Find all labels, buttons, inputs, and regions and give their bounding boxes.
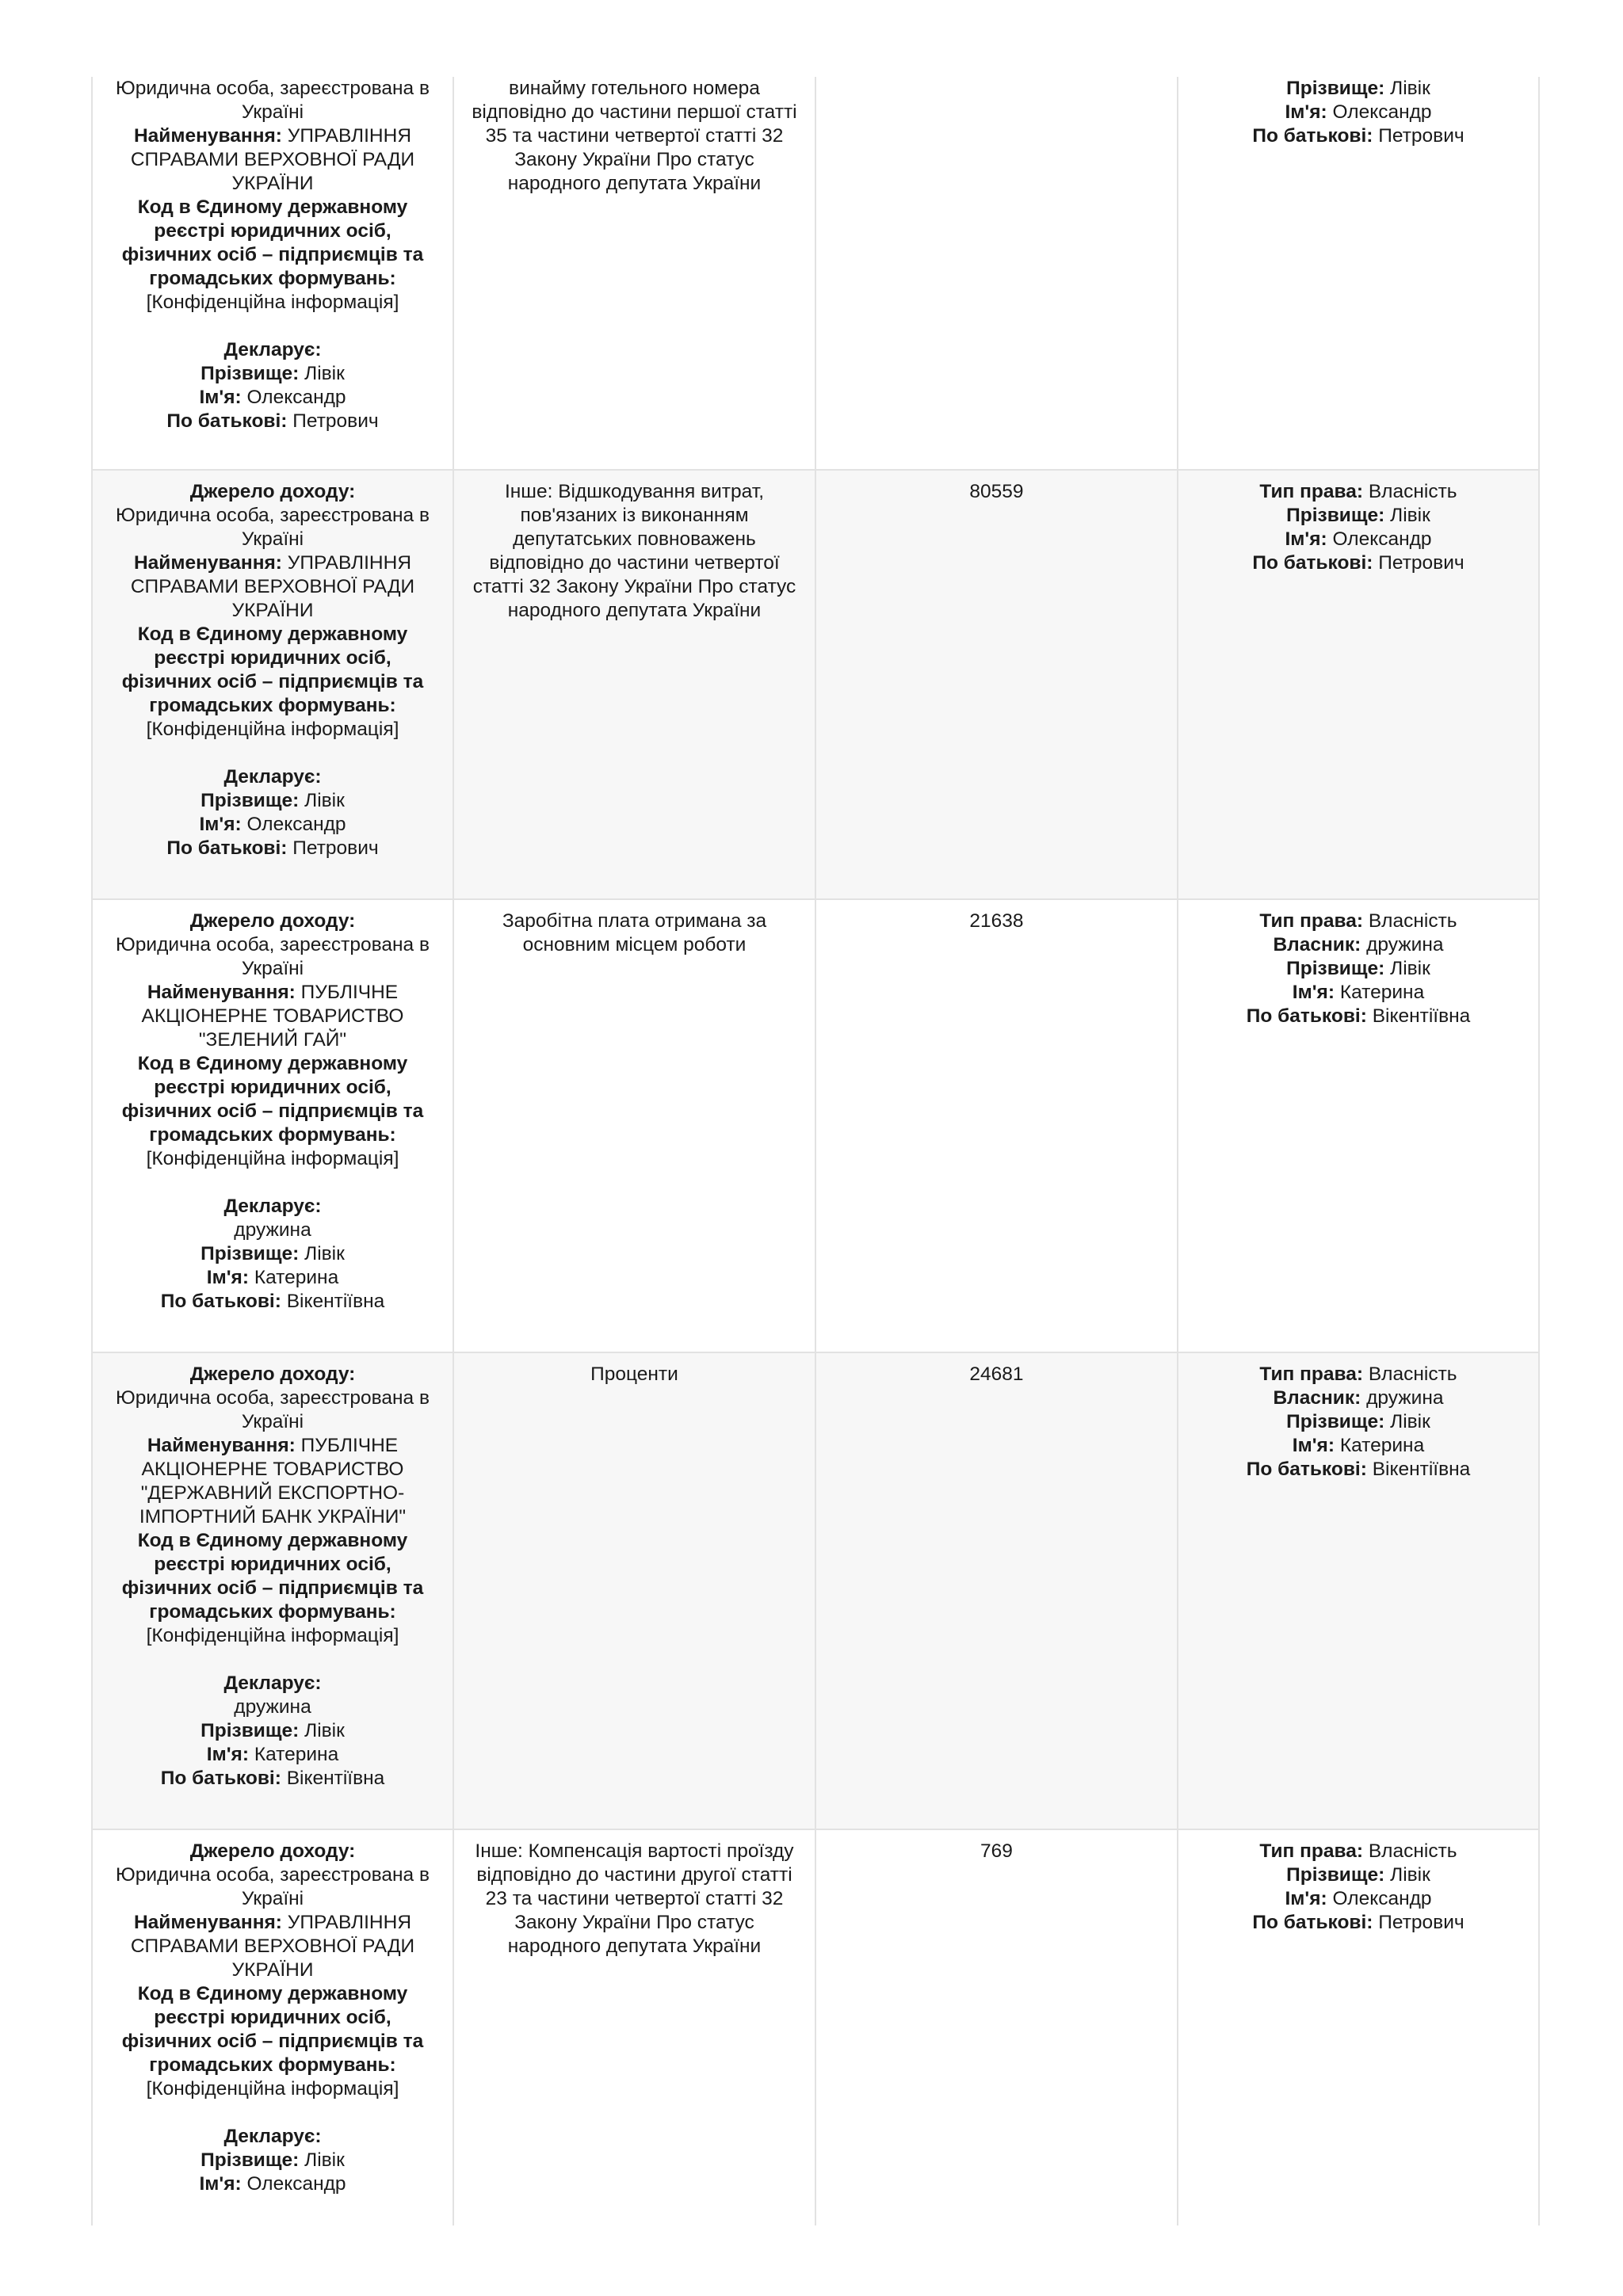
owner-surname: Прізвище: Лівік (1286, 958, 1430, 979)
entity-type: Юридична особа, зареєстрована в Україні (116, 78, 430, 123)
entity-code: Код в Єдиному державному реєстрі юридичних осіб, фізичних осіб – підприємців та громадських формувань: [Конфіденційна інформація] (121, 1983, 424, 2100)
owner-first-name: Ім'я: Олександр (1285, 528, 1432, 550)
declarant-first-name: Ім'я: Катерина (206, 1744, 339, 1765)
owner-patronymic: По батькові: Петрович (1252, 552, 1465, 574)
owner-cell (1178, 1352, 1539, 1829)
declarant-surname: Прізвище: Лівік (200, 2149, 345, 2171)
declarant-patronymic: По батькові: Петрович (166, 410, 379, 432)
income-source-cell (92, 1352, 453, 1829)
owner-patronymic: По батькові: Петрович (1252, 1912, 1465, 1933)
income-amount-cell: 769 (815, 1829, 1178, 2225)
owner-surname: Прізвище: Лівік (1286, 1864, 1430, 1886)
income-source-cell (92, 77, 453, 470)
right-type: Тип права: Власність (1259, 1363, 1457, 1385)
owner-first-name: Ім'я: Олександр (1285, 1888, 1432, 1909)
entity-code: Код в Єдиному державному реєстрі юридичних осіб, фізичних осіб – підприємців та громадських формувань: [Конфіденційна інформація] (121, 1053, 424, 1169)
entity-type: Юридична особа, зареєстрована в Україні (116, 1387, 430, 1432)
income-amount-cell: 24681 (815, 1352, 1178, 1829)
declarant-surname: Прізвище: Лівік (200, 790, 345, 811)
owner-cell (1178, 470, 1539, 899)
table-row (92, 1829, 1539, 2225)
entity-type: Юридична особа, зареєстрована в Україні (116, 934, 430, 979)
table-row (92, 77, 1539, 470)
declarant-label: Декларує: (223, 2126, 322, 2147)
table-row (92, 1352, 1539, 1829)
income-table (91, 77, 1540, 2225)
income-type-cell: Інше: Компенсація вартості проїзду відповідно до частини другої статті 23 та частини четвертої статті 32 Закону України Про статус народного депутата України (453, 1829, 815, 2225)
table-row (92, 470, 1539, 899)
entity-code: Код в Єдиному державному реєстрі юридичних осіб, фізичних осіб – підприємців та громадських формувань: [Конфіденційна інформація] (121, 624, 424, 740)
declarant-patronymic: По батькові: Вікентіївна (160, 1291, 385, 1312)
declarant-label: Декларує: (223, 1196, 322, 1217)
income-source-cell (92, 899, 453, 1352)
declarant-label: Декларує: (223, 339, 322, 360)
income-amount-cell: 80559 (815, 470, 1178, 899)
declarant-first-name: Ім'я: Катерина (206, 1267, 339, 1288)
declarant-first-name: Ім'я: Олександр (199, 814, 346, 835)
income-type-cell: Інше: Відшкодування витрат, пов'язаних із виконанням депутатських повноважень відповідно до частини четвертої статті 32 Закону України Про статус народного депутата України (453, 470, 815, 899)
source-label: Джерело доходу: (189, 1363, 356, 1385)
source-label: Джерело доходу: (189, 910, 356, 932)
owner-patronymic: По батькові: Вікентіївна (1246, 1459, 1471, 1480)
income-amount-cell: 21638 (815, 899, 1178, 1352)
source-label: Джерело доходу: (189, 481, 356, 502)
source-label: Джерело доходу: (189, 1840, 356, 1862)
owner-cell (1178, 77, 1539, 470)
income-source-cell (92, 1829, 453, 2225)
income-type-cell: винайму готельного номера відповідно до частини першої статті 35 та частини четвертої статті 32 Закону України Про статус народного депутата України (453, 77, 815, 470)
owner: Власник: дружина (1273, 1387, 1444, 1409)
declarant-surname: Прізвище: Лівік (200, 363, 345, 384)
declarant-surname: Прізвище: Лівік (200, 1243, 345, 1264)
right-type: Тип права: Власність (1259, 481, 1457, 502)
entity-type: Юридична особа, зареєстрована в Україні (116, 1864, 430, 1909)
declarant-surname: Прізвище: Лівік (200, 1720, 345, 1741)
entity-name: Найменування: УПРАВЛІННЯ СПРАВАМИ ВЕРХОВНОЇ РАДИ УКРАЇНИ (130, 1912, 415, 1981)
entity-code: Код в Єдиному державному реєстрі юридичних осіб, фізичних осіб – підприємців та громадських формувань: [Конфіденційна інформація] (121, 196, 424, 313)
table-row (92, 899, 1539, 1352)
declarant-label: Декларує: (223, 1672, 322, 1694)
right-type: Тип права: Власність (1259, 910, 1457, 932)
entity-type: Юридична особа, зареєстрована в Україні (116, 505, 430, 550)
entity-name: Найменування: ПУБЛІЧНЕ АКЦІОНЕРНЕ ТОВАРИСТВО "ЗЕЛЕНИЙ ГАЙ" (141, 982, 404, 1051)
owner-cell (1178, 899, 1539, 1352)
owner-patronymic: По батькові: Вікентіївна (1246, 1005, 1471, 1027)
entity-name: Найменування: ПУБЛІЧНЕ АКЦІОНЕРНЕ ТОВАРИСТВО "ДЕРЖАВНИЙ ЕКСПОРТНО-ІМПОРТНИЙ БАНК УКРАЇНИ" (139, 1435, 407, 1527)
income-type-cell: Заробітна плата отримана за основним місцем роботи (453, 899, 815, 1352)
declarant-relation: дружина (234, 1219, 311, 1241)
entity-name: Найменування: УПРАВЛІННЯ СПРАВАМИ ВЕРХОВНОЇ РАДИ УКРАЇНИ (130, 552, 415, 621)
owner-first-name: Ім'я: Катерина (1292, 982, 1425, 1003)
entity-name: Найменування: УПРАВЛІННЯ СПРАВАМИ ВЕРХОВНОЇ РАДИ УКРАЇНИ (130, 125, 415, 194)
declarant-label: Декларує: (223, 766, 322, 788)
owner-first-name: Ім'я: Олександр (1285, 101, 1432, 123)
owner-surname: Прізвище: Лівік (1286, 505, 1430, 526)
owner: Власник: дружина (1273, 934, 1444, 955)
declarant-first-name: Ім'я: Олександр (199, 2173, 346, 2195)
right-type: Тип права: Власність (1259, 1840, 1457, 1862)
declarant-patronymic: По батькові: Вікентіївна (160, 1768, 385, 1789)
income-type-cell: Проценти (453, 1352, 815, 1829)
declarant-relation: дружина (234, 1696, 311, 1718)
owner-first-name: Ім'я: Катерина (1292, 1435, 1425, 1456)
declarant-patronymic: По батькові: Петрович (166, 837, 379, 859)
declarant-first-name: Ім'я: Олександр (199, 387, 346, 408)
income-source-cell (92, 470, 453, 899)
declaration-page (91, 77, 1538, 2225)
owner-patronymic: По батькові: Петрович (1252, 125, 1465, 147)
entity-code: Код в Єдиному державному реєстрі юридичних осіб, фізичних осіб – підприємців та громадських формувань: [Конфіденційна інформація] (121, 1530, 424, 1646)
income-amount-cell (815, 77, 1178, 470)
owner-surname: Прізвище: Лівік (1286, 78, 1430, 99)
owner-surname: Прізвище: Лівік (1286, 1411, 1430, 1432)
owner-cell (1178, 1829, 1539, 2225)
